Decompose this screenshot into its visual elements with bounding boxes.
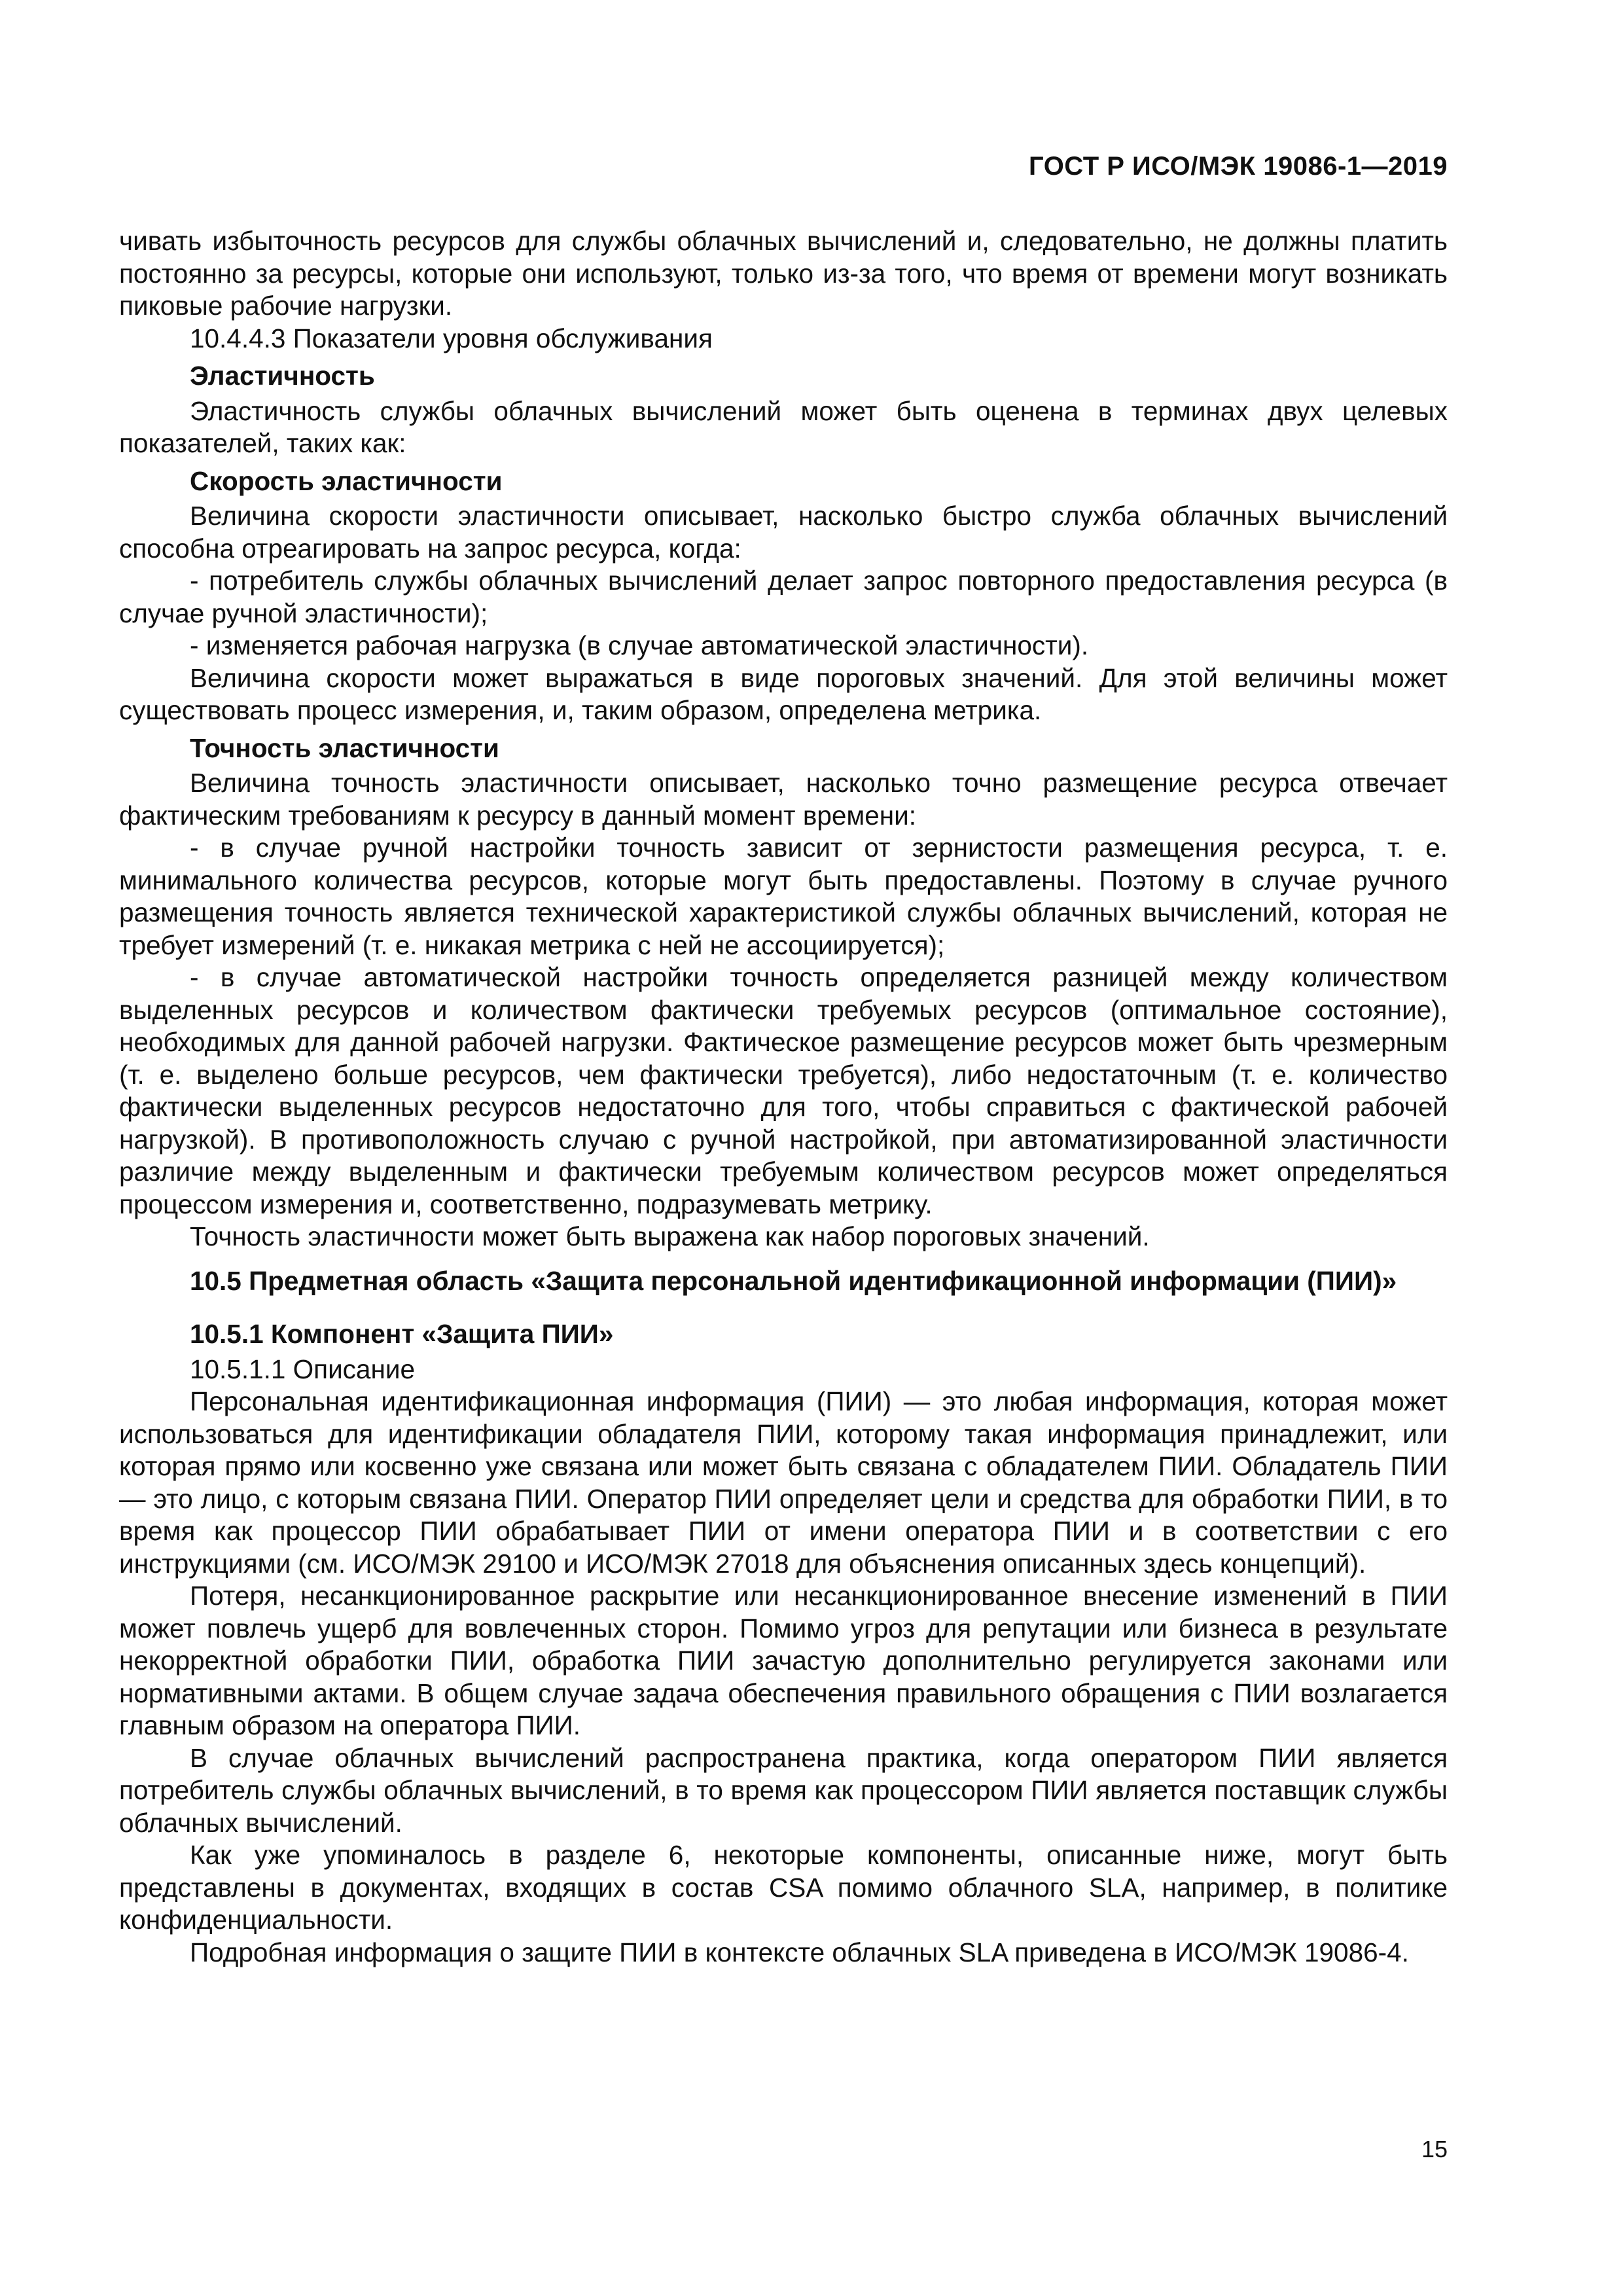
- list-item-automatic-tuning: - в случае автоматической настройки точность определяется разницей между количеством выделенных ресурсов и количеством фактически требуемых ресурсов (оптимальное состояние), необходимых для данной рабочей нагрузки. Фактическое размещение ресурсов может быть чрезмерным (т. е. выделено больше ресурсов, чем фактически требуется), либо недостаточным (т. е. количество фактически выделенных ресурсов недостаточно для того, чтобы справиться с фактической рабочей нагрузкой). В противоположность случаю с ручной настройкой, при автоматизированной эластичности различие между выделенным и фактически требуемым количеством ресурсов может определяться процессом измерения и, соответственно, подразумевать метрику.: [119, 962, 1448, 1219]
- paragraph-pii-reference: Подробная информация о защите ПИИ в контексте облачных SLA приведена в ИСО/МЭК 19086-4.: [190, 1937, 1409, 1967]
- page-number: 15: [1421, 2136, 1448, 2162]
- heading-elasticity: Эластичность: [190, 361, 375, 391]
- paragraph-elasticity-intro: Эластичность службы облачных вычислений может быть оценена в терминах двух целевых показателей, таких как:: [119, 395, 1448, 458]
- paragraph-pii-csa-documents: Как уже упоминалось в разделе 6, некоторые компоненты, описанные ниже, могут быть представлены в документах, входящих в состав CSA помимо облачного SLA, например, в политике конфиденциальности.: [119, 1840, 1448, 1935]
- paragraph-pii-cloud-practice: В случае облачных вычислений распространена практика, когда оператором ПИИ является потребитель службы облачных вычислений, в то время как процессором ПИИ является поставщик службы облачных вычислений.: [119, 1742, 1448, 1838]
- list-item-manual-tuning: - в случае ручной настройки точность зависит от зернистости размещения ресурса, т. е. минимального количества ресурсов, которые могут быть предоставлены. Поэтому в случае ручного размещения точность является технической характеристикой службы облачных вычислений, которая не требует измерений (т. е. никакая метрика с ней не ассоциируется);: [119, 833, 1448, 960]
- section-10-5-title: 10.5 Предметная область «Защита персональной идентификационной информации (ПИИ)»: [190, 1265, 1397, 1296]
- paragraph-speed-description: Величина скорости эластичности описывает, насколько быстро служба облачных вычислений способна отреагировать на запрос ресурса, когда:: [119, 501, 1448, 564]
- paragraph-accuracy-description: Величина точность эластичности описывает, насколько точно размещение ресурса отвечает фактическим требованиям к ресурсу в данный момент времени:: [119, 768, 1448, 831]
- list-item-manual-elasticity: - потребитель службы облачных вычислений делает запрос повторного предоставления ресурса (в случае ручной эластичности);: [119, 565, 1448, 628]
- paragraph-speed-thresholds: Величина скорости может выражаться в виде пороговых значений. Для этой величины может существовать процесс измерения, и, таким образом, определена метрика.: [119, 662, 1448, 725]
- paragraph-accuracy-thresholds: Точность эластичности может быть выражена как набор пороговых значений.: [190, 1221, 1150, 1251]
- paragraph-pii-definition: Персональная идентификационная информация (ПИИ) — это любая информация, которая может использоваться для идентификации обладателя ПИИ, которому такая информация принадлежит, или которая прямо или косвенно уже связана или может быть связана с обладателем ПИИ. Обладатель ПИИ — это лицо, с которым связана ПИИ. Оператор ПИИ определяет цели и средства для обработки ПИИ, в то время как процессор ПИИ обрабатывает ПИИ от имени оператора ПИИ и в соответствии с его инструкциями (см. ИСО/МЭК 29100 и ИСО/МЭК 27018 для объяснения описанных здесь концепций).: [119, 1386, 1448, 1579]
- heading-elasticity-speed: Скорость эластичности: [190, 465, 503, 496]
- list-item-automatic-elasticity: - изменяется рабочая нагрузка (в случае автоматической эластичности).: [190, 630, 1089, 660]
- clause-10-4-4-3-title: 10.4.4.3 Показатели уровня обслуживания: [190, 323, 713, 353]
- paragraph-pii-loss: Потеря, несанкционированное раскрытие или несанкционированное внесение изменений в ПИИ может повлечь ущерб для вовлеченных сторон. Помимо угроз для репутации или бизнеса в результате некорректной обработки ПИИ, обработка ПИИ зачастую дополнительно регулируется законами или нормативными актами. В общем случае задача обеспечения правильного обращения с ПИИ возлагается главным образом на оператора ПИИ.: [119, 1581, 1448, 1740]
- page-header-standard: ГОСТ Р ИСО/МЭК 19086-1—2019: [1029, 152, 1448, 181]
- paragraph-continuation: чивать избыточность ресурсов для службы облачных вычислений и, следовательно, не должны платить постоянно за ресурсы, которые они используют, только из-за того, что время от времени могут возникать пиковые рабочие нагрузки.: [119, 226, 1448, 321]
- clause-10-5-1-1-title: 10.5.1.1 Описание: [190, 1354, 415, 1384]
- section-10-5-1-title: 10.5.1 Компонент «Защита ПИИ»: [190, 1319, 614, 1349]
- page-content: [119, 225, 1448, 1969]
- heading-elasticity-accuracy: Точность эластичности: [190, 732, 499, 763]
